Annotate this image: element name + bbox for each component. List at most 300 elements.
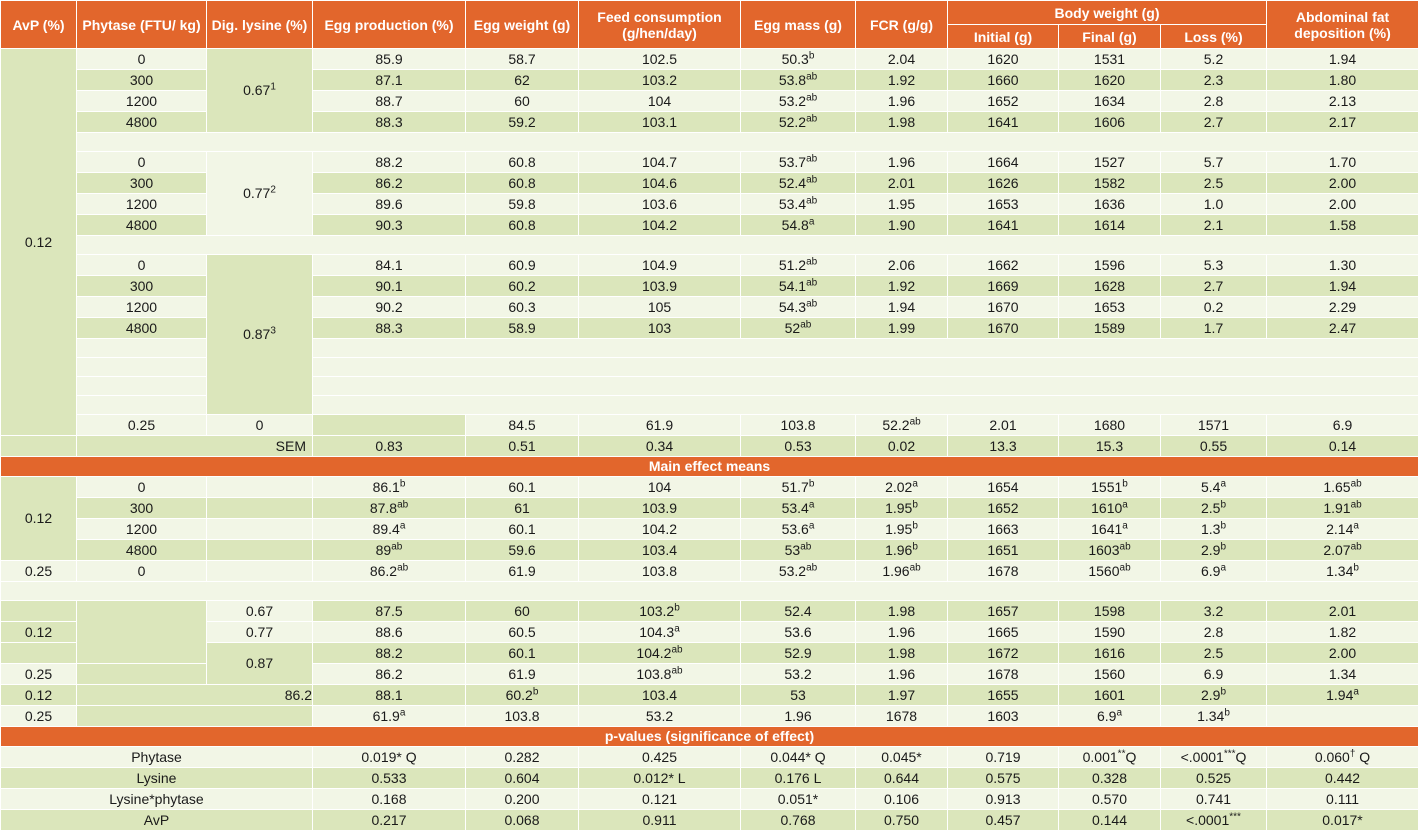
table-cell: 1654 <box>948 477 1059 498</box>
table-cell: 1.58 <box>1267 215 1418 236</box>
table-cell: 61.9$^a$ <box>313 706 466 727</box>
table-cell: 2.8 <box>1161 622 1267 643</box>
avp-cell: 0.25 <box>77 415 207 436</box>
table-cell <box>313 377 1418 396</box>
table-cell <box>77 133 1418 152</box>
table-cell: 6.9$^a$ <box>1059 706 1161 727</box>
table-cell: 0.87 <box>207 643 313 685</box>
table-cell: 61 <box>466 498 579 519</box>
table-cell: 0.644 <box>856 768 948 789</box>
superscript-mark: ab <box>1351 499 1362 510</box>
table-cell: 60 <box>466 91 579 112</box>
header-lysine: Dig. lysine (%) <box>207 1 313 49</box>
table-cell: 53.4$^{ab}$ <box>741 194 856 215</box>
table-cell: 1.97 <box>856 685 948 706</box>
table-cell: 0.575 <box>948 768 1059 789</box>
superscript-mark: 3 <box>270 325 276 336</box>
table-cell: 0.045* <box>856 747 948 768</box>
table-cell: 2.00 <box>1267 173 1418 194</box>
table-cell: 0.570 <box>1059 789 1161 810</box>
superscript-mark: ab <box>800 541 811 552</box>
superscript-mark: b <box>912 520 918 531</box>
table-cell: 2.1 <box>1161 215 1267 236</box>
table-cell <box>77 339 207 358</box>
table-cell <box>77 377 207 396</box>
table-row <box>1 498 1418 519</box>
superscript-mark: b <box>1220 520 1226 531</box>
table-cell: 6.9 <box>1267 415 1418 436</box>
table-cell: 0.53 <box>741 436 856 457</box>
superscript-mark: ab <box>800 319 811 330</box>
table-cell: 54.8$^a$ <box>741 215 856 236</box>
table-cell: 0.02 <box>856 436 948 457</box>
table-cell: 13.3 <box>948 436 1059 457</box>
table-cell: 0.55 <box>1161 436 1267 457</box>
table-cell: Phytase <box>1 747 313 768</box>
table-cell: 60.8 <box>466 152 579 173</box>
table-cell: 0.2 <box>1161 297 1267 318</box>
table-cell: 105 <box>579 297 741 318</box>
header-egg-weight: Egg weight (g) <box>466 1 579 49</box>
table-cell: 0.913 <box>948 789 1059 810</box>
table-cell: 104.9 <box>579 255 741 276</box>
table-cell: 0.533 <box>313 768 466 789</box>
table-cell: 1.96$^{ab}$ <box>856 561 948 582</box>
superscript-mark: ab <box>806 153 817 164</box>
table-cell: 1655 <box>948 685 1059 706</box>
table-cell: 1680 <box>1059 415 1161 436</box>
table-cell: 104.6 <box>579 173 741 194</box>
table-cell: 1678 <box>856 706 948 727</box>
table-cell: 0 <box>77 255 207 276</box>
main-effect-title: Main effect means <box>1 457 1418 477</box>
header-loss: Loss (%) <box>1161 25 1267 49</box>
table-cell: 2.00 <box>1267 194 1418 215</box>
table-cell: 1.96 <box>856 91 948 112</box>
table-cell: 104.2$^{ab}$ <box>579 643 741 664</box>
superscript-mark: a <box>1353 520 1359 531</box>
table-cell: 1596 <box>1059 255 1161 276</box>
table-cell: $1560^{ab}$ <box>1059 561 1161 582</box>
sem-label: SEM <box>77 436 313 457</box>
table-cell: 0.168 <box>313 789 466 810</box>
table-cell: 89.6 <box>313 194 466 215</box>
table-cell: 1571 <box>1161 415 1267 436</box>
avp-cell: 0.12 <box>1 49 77 436</box>
table-cell: 0.282 <box>466 747 579 768</box>
table-cell: 53.2 <box>579 706 741 727</box>
table-cell: 60.8 <box>466 173 579 194</box>
superscript-mark: a <box>809 216 815 227</box>
table-cell: 1.94 <box>1267 276 1418 297</box>
table-cell: 1.95$^b$ <box>856 519 948 540</box>
table-cell: 90.3 <box>313 215 466 236</box>
table-cell: 84.1 <box>313 255 466 276</box>
superscript-mark: a <box>809 520 815 531</box>
table-cell: 0.425 <box>579 747 741 768</box>
table-cell: 1606 <box>1059 112 1161 133</box>
table-cell: 54.3$^{ab}$ <box>741 297 856 318</box>
superscript-mark: 2 <box>270 184 276 195</box>
table-cell: 60.2$^b$ <box>466 685 579 706</box>
header-phytase: Phytase (FTU/ kg) <box>77 1 207 49</box>
table-cell: 89.4$^a$ <box>313 519 466 540</box>
table-cell: 60.2 <box>466 276 579 297</box>
table-cell: 0.060† Q <box>1267 747 1418 768</box>
table-cell <box>313 415 466 436</box>
table-cell: 1.92 <box>856 276 948 297</box>
table-row <box>1 152 1418 173</box>
p-value-row <box>1 789 1418 810</box>
table-cell: 1.96 <box>856 664 948 685</box>
table-cell: 0.911 <box>579 810 741 831</box>
table-cell: 0.25 <box>1 706 77 727</box>
superscript-mark: ab <box>391 541 402 552</box>
table-cell: 103.4 <box>579 685 741 706</box>
table-cell: 103.9 <box>579 498 741 519</box>
table-cell: 87.5 <box>313 601 466 622</box>
table-cell: 1589 <box>1059 318 1161 339</box>
table-cell <box>77 396 207 415</box>
table-cell <box>1 582 1418 601</box>
lysine-cell: 0.67$^1$ <box>207 49 313 133</box>
table-cell <box>1 643 77 664</box>
table-row <box>1 49 1418 70</box>
superscript-mark: ab <box>806 195 817 206</box>
table-cell: 0.068 <box>466 810 579 831</box>
table-cell: 1.99 <box>856 318 948 339</box>
table-cell: 1.91$^{ab}$ <box>1267 498 1418 519</box>
superscript-mark: ab <box>671 644 682 655</box>
superscript-mark: a <box>1122 499 1128 510</box>
table-cell: 300 <box>77 70 207 91</box>
table-cell: 2.17 <box>1267 112 1418 133</box>
table-cell <box>207 519 313 540</box>
table-cell: 103.2 <box>579 70 741 91</box>
table-cell: 88.3 <box>313 112 466 133</box>
superscript-mark: *** <box>1229 811 1241 822</box>
table-cell: 53.7$^{ab}$ <box>741 152 856 173</box>
table-cell: 2.06 <box>856 255 948 276</box>
table-cell: 1.34 <box>1267 664 1418 685</box>
table-row <box>1 643 1418 664</box>
table-cell: 0 <box>77 49 207 70</box>
table-cell: 1200 <box>77 91 207 112</box>
table-cell: 1590 <box>1059 622 1161 643</box>
table-cell: 1.80 <box>1267 70 1418 91</box>
table-cell: 0.144 <box>1059 810 1161 831</box>
table-cell: 52.9 <box>741 643 856 664</box>
table-cell: 2.02$^a$ <box>856 477 948 498</box>
superscript-mark: b <box>912 499 918 510</box>
header-feed-consumption: Feed consumption (g/hen/day) <box>579 1 741 49</box>
table-cell: 0.12 <box>1 622 77 643</box>
table-cell: 60.1 <box>466 477 579 498</box>
header-final: Final (g) <box>1059 25 1161 49</box>
table-cell: 0.51 <box>466 436 579 457</box>
table-cell: 2.9$^b$ <box>1161 685 1267 706</box>
table-cell: 0.044* Q <box>741 747 856 768</box>
superscript-mark: ab <box>806 298 817 309</box>
table-cell: 0 <box>77 477 207 498</box>
table-cell: 103.8$^{ab}$ <box>579 664 741 685</box>
table-cell: 1665 <box>948 622 1059 643</box>
superscript-mark: ab <box>910 562 921 573</box>
table-cell: 0.12 <box>1 685 77 706</box>
table-cell: 2.8 <box>1161 91 1267 112</box>
superscript-mark: ab <box>806 562 817 573</box>
table-cell: 60.1 <box>466 643 579 664</box>
header-initial: Initial (g) <box>948 25 1059 49</box>
table-cell: 1.95 <box>856 194 948 215</box>
superscript-mark: b <box>809 50 815 61</box>
table-cell: 60.1 <box>466 519 579 540</box>
table-cell: 103.8 <box>741 415 856 436</box>
table-cell: 87.8$^{ab}$ <box>313 498 466 519</box>
table-cell: 300 <box>77 276 207 297</box>
superscript-mark: ab <box>1120 562 1131 573</box>
superscript-mark: b <box>1353 562 1359 573</box>
table-cell: 15.3 <box>1059 436 1161 457</box>
table-cell: 0.012* L <box>579 768 741 789</box>
table-cell <box>77 706 313 727</box>
superscript-mark: 1 <box>270 81 276 92</box>
lysine-cell: 0.87$^3$ <box>207 255 313 415</box>
p-values-title: p-values (significance of effect) <box>1 727 1418 747</box>
table-cell: 103 <box>579 318 741 339</box>
table-cell: 51.7$^b$ <box>741 477 856 498</box>
table-cell: 104.2 <box>579 519 741 540</box>
table-cell: 4800 <box>77 215 207 236</box>
table-row <box>1 477 1418 498</box>
table-cell: 1634 <box>1059 91 1161 112</box>
table-cell: 0.25 <box>1 561 77 582</box>
table-cell: 2.7 <box>1161 276 1267 297</box>
table-cell: 0.719 <box>948 747 1059 768</box>
table-cell: 61.9 <box>466 664 579 685</box>
table-cell: 86.2 <box>313 173 466 194</box>
superscript-mark: a <box>1353 686 1359 697</box>
superscript-mark: b <box>1220 499 1226 510</box>
table-cell: 103.8 <box>579 561 741 582</box>
header-avp: AvP (%) <box>1 1 77 49</box>
table-cell: 104 <box>579 477 741 498</box>
table-cell: 1.98 <box>856 643 948 664</box>
table-cell: 1626 <box>948 173 1059 194</box>
table-cell: 1652 <box>948 498 1059 519</box>
table-cell <box>77 664 207 685</box>
table-cell: 1651 <box>948 540 1059 561</box>
table-cell: 0.121 <box>579 789 741 810</box>
table-cell: 1531 <box>1059 49 1161 70</box>
table-cell: 60.3 <box>466 297 579 318</box>
table-cell <box>207 498 313 519</box>
table-cell: 2.01 <box>1267 601 1418 622</box>
table-cell: 6.9$^a$ <box>1161 561 1267 582</box>
table-cell: 1662 <box>948 255 1059 276</box>
table-cell: 1.65$^{ab}$ <box>1267 477 1418 498</box>
table-cell: 84.5 <box>466 415 579 436</box>
table-cell: 4800 <box>77 318 207 339</box>
table-cell: 0.217 <box>313 810 466 831</box>
table-cell: 53.8$^{ab}$ <box>741 70 856 91</box>
table-cell: 1.95$^b$ <box>856 498 948 519</box>
table-cell: 0.200 <box>466 789 579 810</box>
table-cell: 300 <box>77 173 207 194</box>
table-cell <box>77 358 207 377</box>
table-cell: 86.2 <box>313 664 466 685</box>
table-cell: 1652 <box>948 91 1059 112</box>
table-cell: 1.0 <box>1161 194 1267 215</box>
table-cell: 0.328 <box>1059 768 1161 789</box>
table-cell: $52^{ab}$ <box>741 318 856 339</box>
table-cell: Lysine <box>1 768 313 789</box>
table-cell: 0.019* Q <box>313 747 466 768</box>
table-row <box>1 622 1418 643</box>
table-cell <box>207 561 313 582</box>
table-cell <box>313 396 1418 415</box>
superscript-mark: ab <box>1351 541 1362 552</box>
table-cell: 51.2$^{ab}$ <box>741 255 856 276</box>
header-egg-mass: Egg mass (g) <box>741 1 856 49</box>
table-cell: 0.14 <box>1267 436 1418 457</box>
superscript-mark: b <box>1224 707 1230 718</box>
header-egg-production: Egg production (%) <box>313 1 466 49</box>
table-cell: 1.96 <box>856 622 948 643</box>
table-cell: 1628 <box>1059 276 1161 297</box>
table-cell: 50.3$^b$ <box>741 49 856 70</box>
table-cell <box>1267 706 1418 727</box>
table-cell: 103.1 <box>579 112 741 133</box>
table-cell: 88.6 <box>313 622 466 643</box>
table-cell: 1200 <box>77 519 207 540</box>
table-cell: 1.3$^b$ <box>1161 519 1267 540</box>
table-cell: 0.457 <box>948 810 1059 831</box>
table-cell: $53^{ab}$ <box>741 540 856 561</box>
table-cell: 59.2 <box>466 112 579 133</box>
table-cell: 0.83 <box>313 436 466 457</box>
table-cell: 88.2 <box>313 643 466 664</box>
table-cell: 1669 <box>948 276 1059 297</box>
table-cell: 1653 <box>1059 297 1161 318</box>
table-cell: 88.2 <box>313 152 466 173</box>
table-cell: 60.5 <box>466 622 579 643</box>
table-cell: 1.34$^b$ <box>1267 561 1418 582</box>
table-cell: 1601 <box>1059 685 1161 706</box>
table-cell: 2.01 <box>948 415 1059 436</box>
table-row <box>1 519 1418 540</box>
table-cell: 1616 <box>1059 643 1161 664</box>
superscript-mark: a <box>400 707 406 718</box>
table-cell: 4800 <box>77 540 207 561</box>
table-cell: 1.94 <box>1267 49 1418 70</box>
superscript-mark: b <box>809 478 815 489</box>
table-cell: 1.98 <box>856 601 948 622</box>
table-cell: 103.9 <box>579 276 741 297</box>
table-cell: 2.00 <box>1267 643 1418 664</box>
table-cell: 86.1$^b$ <box>313 477 466 498</box>
header-abdominal-fat: Abdominal fat deposition (%) <box>1267 1 1418 49</box>
table-cell <box>207 477 313 498</box>
table-cell: 1636 <box>1059 194 1161 215</box>
table-cell: 1663 <box>948 519 1059 540</box>
superscript-mark: b <box>1220 686 1226 697</box>
table-cell: 1664 <box>948 152 1059 173</box>
table-cell: 1551$^b$ <box>1059 477 1161 498</box>
superscript-mark: ab <box>806 256 817 267</box>
superscript-mark: ** <box>1118 748 1126 759</box>
table-cell: 2.47 <box>1267 318 1418 339</box>
superscript-mark: b <box>533 686 539 697</box>
table-cell: 1614 <box>1059 215 1161 236</box>
table-cell: 1200 <box>77 297 207 318</box>
table-cell: 1603 <box>948 706 1059 727</box>
table-cell: 2.5 <box>1161 173 1267 194</box>
table-cell: 103.6 <box>579 194 741 215</box>
table-cell: 60.9 <box>466 255 579 276</box>
table-cell: 104.2 <box>579 215 741 236</box>
table-cell: 0.768 <box>741 810 856 831</box>
table-cell: 53 <box>741 685 856 706</box>
table-cell: 1.96 <box>856 152 948 173</box>
table-cell <box>313 339 1418 358</box>
table-cell: 2.9$^b$ <box>1161 540 1267 561</box>
table-cell: 0.001**Q <box>1059 747 1161 768</box>
table-cell: 60.8 <box>466 215 579 236</box>
table-cell: 0.25 <box>1 664 77 685</box>
superscript-mark: a <box>1122 520 1128 531</box>
p-value-row <box>1 810 1418 831</box>
table-cell: 58.7 <box>466 49 579 70</box>
table-cell: 1653 <box>948 194 1059 215</box>
table-cell: <.0001***Q <box>1161 747 1267 768</box>
table-cell: 1620 <box>1059 70 1161 91</box>
table-cell: 1527 <box>1059 152 1161 173</box>
table-cell: 0.442 <box>1267 768 1418 789</box>
table-cell: 1.90 <box>856 215 948 236</box>
table-cell: 60 <box>466 601 579 622</box>
table-cell: 1.82 <box>1267 622 1418 643</box>
table-cell: 1672 <box>948 643 1059 664</box>
table-cell: 1.92 <box>856 70 948 91</box>
table-cell: 1.94$^a$ <box>1267 685 1418 706</box>
table-cell: 1.70 <box>1267 152 1418 173</box>
table-cell: 2.14$^a$ <box>1267 519 1418 540</box>
table-cell: 2.07$^{ab}$ <box>1267 540 1418 561</box>
table-cell: 54.1$^{ab}$ <box>741 276 856 297</box>
table-cell <box>207 540 313 561</box>
table-cell: 1582 <box>1059 173 1161 194</box>
table-row <box>1 255 1418 276</box>
superscript-mark: ab <box>806 174 817 185</box>
table-cell <box>77 236 1418 255</box>
table-cell: 5.7 <box>1161 152 1267 173</box>
table-cell <box>1 436 77 457</box>
table-row <box>1 561 1418 582</box>
table-cell: 2.3 <box>1161 70 1267 91</box>
table-cell: 0.051* <box>741 789 856 810</box>
table-cell: 0.017* <box>1267 810 1418 831</box>
table-cell: 1560 <box>1059 664 1161 685</box>
table-cell: 0 <box>77 561 207 582</box>
table-cell: 53.2$^{ab}$ <box>741 91 856 112</box>
table-cell: 1641 <box>948 215 1059 236</box>
table-cell: $89^{ab}$ <box>313 540 466 561</box>
table-cell: 1641$^a$ <box>1059 519 1161 540</box>
table-cell: 61.9 <box>579 415 741 436</box>
table-cell: 2.5 <box>1161 643 1267 664</box>
table-cell: 2.01 <box>856 173 948 194</box>
